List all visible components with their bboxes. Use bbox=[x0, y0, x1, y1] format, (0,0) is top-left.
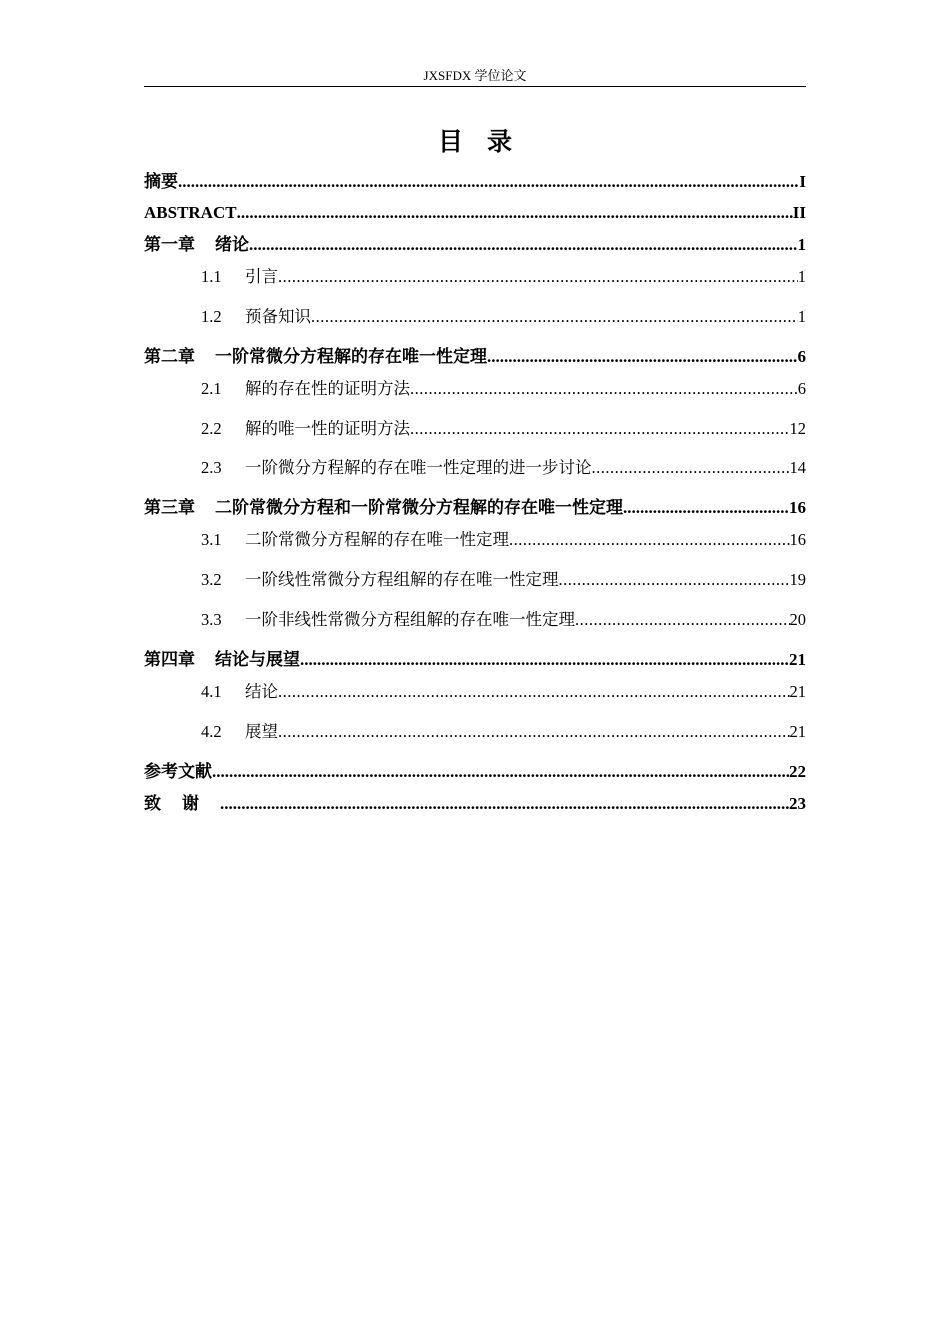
toc-entry-text: 一阶常微分方程解的存在唯一性定理 bbox=[215, 347, 487, 366]
dot-leader bbox=[212, 760, 789, 784]
toc-entry-text: 结论 bbox=[245, 682, 278, 701]
toc-entry-page: 23 bbox=[789, 794, 806, 813]
toc-entry-number: 2.1 bbox=[201, 379, 222, 398]
toc-entry-section-4-1[interactable] bbox=[201, 680, 806, 704]
toc-entry-number: 3.1 bbox=[201, 530, 222, 549]
toc-entry-page: 16 bbox=[789, 498, 806, 517]
dot-leader bbox=[592, 456, 790, 480]
dot-leader bbox=[300, 648, 789, 672]
dot-leader bbox=[311, 305, 798, 329]
toc-entry-page: 1 bbox=[797, 235, 806, 254]
toc-title: 目录 bbox=[437, 127, 536, 156]
toc-entry-text: 一阶微分方程解的存在唯一性定理的进一步讨论 bbox=[245, 458, 592, 477]
toc-entry-text: 致谢 bbox=[144, 794, 220, 813]
toc-entry-page: 6 bbox=[797, 347, 806, 366]
toc-entry-section-1-2[interactable] bbox=[201, 305, 806, 329]
toc-entry-text: 预备知识 bbox=[245, 307, 311, 326]
toc-entry-number: 2.2 bbox=[201, 419, 222, 438]
toc-entry-text: 绪论 bbox=[215, 235, 249, 254]
toc-entry-number: 第一章 bbox=[144, 235, 195, 254]
toc-entry-number: 4.1 bbox=[201, 682, 222, 701]
toc-entry-page: 1 bbox=[797, 267, 806, 286]
toc-entry-page: 16 bbox=[789, 530, 806, 549]
toc-entry-number: 4.2 bbox=[201, 722, 222, 741]
toc-entry-acknowledgements[interactable] bbox=[144, 792, 806, 816]
toc-entry-number: 第二章 bbox=[144, 347, 195, 366]
header-rule bbox=[144, 86, 806, 87]
toc-entry-text: 展望 bbox=[245, 722, 278, 741]
toc-entry-chapter-4[interactable] bbox=[144, 648, 806, 672]
toc-entry-page: 19 bbox=[789, 570, 806, 589]
toc-entry-text: 解的存在性的证明方法 bbox=[245, 379, 410, 398]
dot-leader bbox=[410, 417, 790, 441]
toc-entry-section-3-3[interactable] bbox=[201, 608, 806, 632]
toc-entry-number: 第四章 bbox=[144, 650, 195, 669]
toc-entry-text: 引言 bbox=[245, 267, 278, 286]
dot-leader bbox=[278, 680, 790, 704]
dot-leader bbox=[410, 377, 798, 401]
dot-leader bbox=[237, 201, 793, 225]
toc-entry-abstract-en[interactable] bbox=[144, 201, 806, 225]
toc-entry-section-2-1[interactable] bbox=[201, 377, 806, 401]
toc-entry-references[interactable] bbox=[144, 760, 806, 784]
toc-entry-page: 1 bbox=[797, 307, 806, 326]
toc-entry-abstract-cn[interactable] bbox=[144, 170, 806, 194]
toc-entry-number: 1.1 bbox=[201, 267, 222, 286]
dot-leader bbox=[509, 528, 790, 552]
dot-leader bbox=[178, 170, 799, 194]
toc-entry-page: 14 bbox=[789, 458, 806, 477]
dot-leader bbox=[278, 265, 798, 289]
toc-entry-text: 摘要 bbox=[144, 172, 178, 191]
toc-entry-page: 12 bbox=[789, 419, 806, 438]
toc-entry-text: ABSTRACT bbox=[144, 203, 237, 222]
toc-entry-number: 3.2 bbox=[201, 570, 222, 589]
toc-entry-section-1-1[interactable] bbox=[201, 265, 806, 289]
dot-leader bbox=[278, 720, 790, 744]
toc-entry-text: 一阶线性常微分方程组解的存在唯一性定理 bbox=[245, 570, 559, 589]
dot-leader bbox=[575, 608, 790, 632]
toc-entry-text: 二阶常微分方程解的存在唯一性定理 bbox=[245, 530, 509, 549]
toc-entry-page: 21 bbox=[789, 682, 806, 701]
toc-entry-text: 结论与展望 bbox=[215, 650, 300, 669]
toc-entry-section-2-2[interactable] bbox=[201, 417, 806, 441]
toc-entry-number: 1.2 bbox=[201, 307, 222, 326]
toc-entry-page: 21 bbox=[789, 650, 806, 669]
running-header: JXSFDX 学位论文 bbox=[423, 68, 527, 83]
toc-entry-page: II bbox=[792, 203, 806, 222]
toc-entry-number: 3.3 bbox=[201, 610, 222, 629]
toc-entry-page: 22 bbox=[789, 762, 806, 781]
dot-leader bbox=[487, 345, 798, 369]
toc-entry-number: 2.3 bbox=[201, 458, 222, 477]
toc-entry-section-3-1[interactable] bbox=[201, 528, 806, 552]
dot-leader bbox=[220, 792, 789, 816]
toc-entry-text: 一阶非线性常微分方程组解的存在唯一性定理 bbox=[245, 610, 575, 629]
toc-entry-chapter-1[interactable] bbox=[144, 233, 806, 257]
toc-entry-number: 第三章 bbox=[144, 498, 195, 517]
toc-entry-page: 21 bbox=[789, 722, 806, 741]
toc-entry-section-4-2[interactable] bbox=[201, 720, 806, 744]
toc-entry-chapter-2[interactable] bbox=[144, 345, 806, 369]
toc-entry-section-3-2[interactable] bbox=[201, 568, 806, 592]
toc-entry-text: 解的唯一性的证明方法 bbox=[245, 419, 410, 438]
toc-entry-text: 二阶常微分方程和一阶常微分方程解的存在唯一性定理 bbox=[215, 498, 623, 517]
toc-entry-chapter-3[interactable] bbox=[144, 496, 806, 520]
toc-entry-page: I bbox=[799, 172, 806, 191]
toc-entry-page: 20 bbox=[789, 610, 806, 629]
dot-leader bbox=[559, 568, 790, 592]
toc-entry-section-2-3[interactable] bbox=[201, 456, 806, 480]
dot-leader bbox=[623, 496, 789, 520]
toc-entry-page: 6 bbox=[797, 379, 806, 398]
dot-leader bbox=[249, 233, 798, 257]
toc-entry-text: 参考文献 bbox=[144, 762, 212, 781]
